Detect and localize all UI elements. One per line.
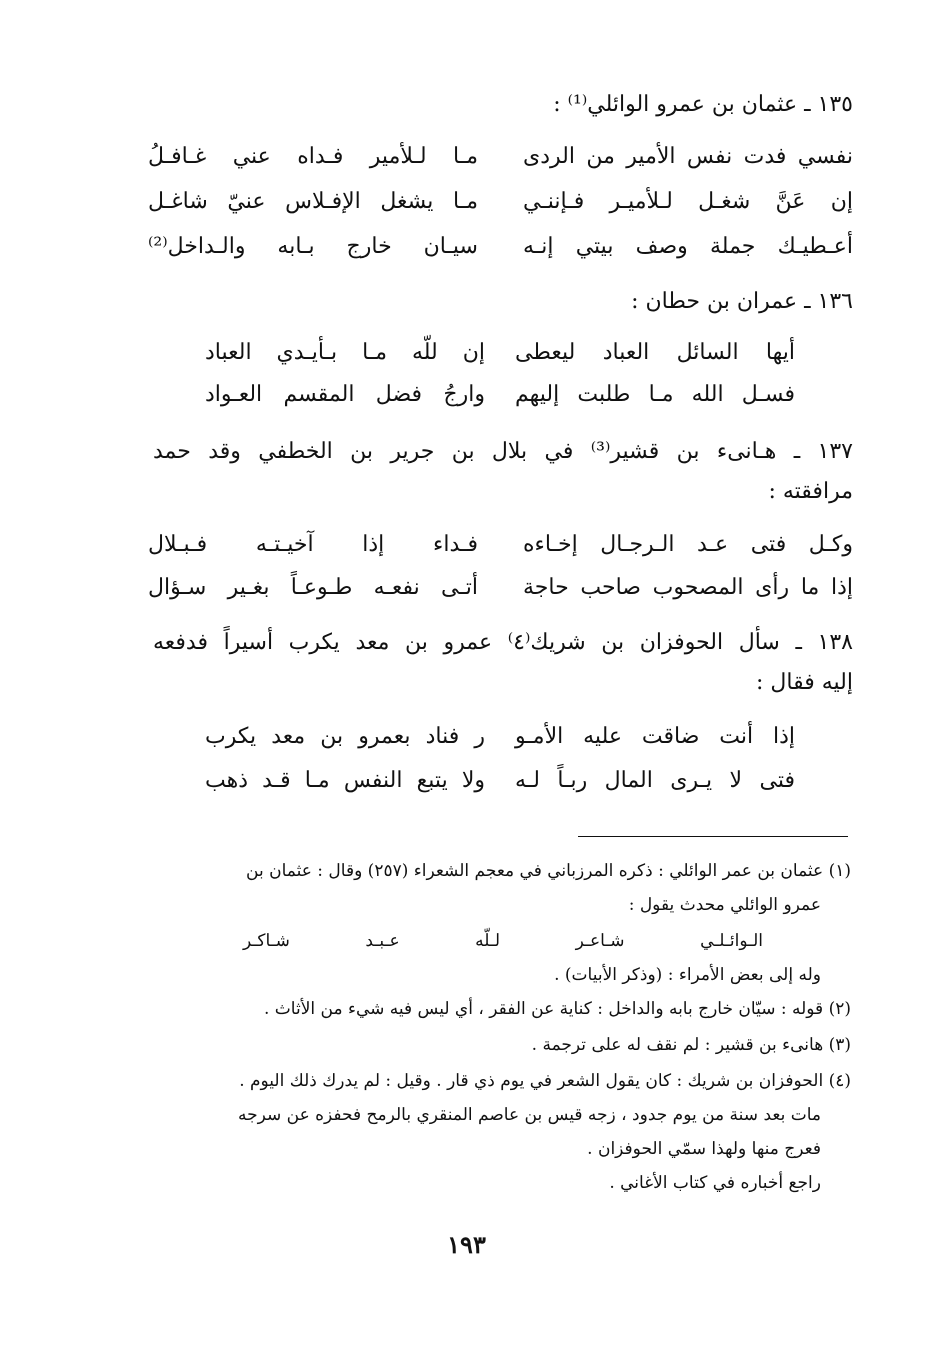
footnote-4-line-2: مات بعد سنة من يوم جدود ، زجه قيس بن عاصم المنقري بالرمح فحفزه عن سرجه xyxy=(238,1105,821,1125)
hemistich-first: أيها السائل العباد ليعطى xyxy=(515,340,795,365)
footnote-separator xyxy=(578,836,848,837)
hemistich-second: سيـان خارج بـابه والـداخل⁽²⁾ xyxy=(148,234,478,259)
entry-136-verse-1 xyxy=(205,340,795,372)
footnote-4-line-4: راجع أخباره في كتاب الأغاني . xyxy=(609,1173,821,1193)
footnote-2: (٢) قوله : سيّان خارج بابه والداخل : كناية عن الفقر ، أي ليس فيه شيء من الأثاث . xyxy=(263,999,851,1019)
footnote-1-line-2: عمرو الوائلي محدث يقول : xyxy=(628,895,821,915)
entry-138-verse-1 xyxy=(205,724,795,756)
entry-137-verse-2 xyxy=(148,575,853,607)
hemistich-second: ولا يتبع النفس مـا قـد ذهب xyxy=(205,768,485,793)
heading-line-2: إليه فقال : xyxy=(756,670,853,695)
hemistich-first: فتى لا يـرى المال ربـاً لـه xyxy=(515,768,795,793)
entry-137-verse-1 xyxy=(148,532,853,564)
hemistich-first: إن عَنَّ شغـل لـلأميـر فـإننـي xyxy=(523,189,853,214)
footnote-1-verse: الـوائـلـي شـاعـر لـلّه عـبـد شـاكـر xyxy=(243,931,763,951)
entry-137-heading xyxy=(153,437,853,507)
hemistich-first: فسـل الله مـا طلبت إليهم xyxy=(515,382,795,407)
entry-138-heading xyxy=(153,628,853,698)
entry-136-verse-2 xyxy=(205,382,795,414)
footnote-1-line-3: وله إلى بعض الأمراء : (وذكر الأبيات) . xyxy=(554,965,821,985)
heading-line-2: مرافقته : xyxy=(768,479,853,504)
hemistich-first: إذا ما رأى المصحوب صاحب حاجة xyxy=(523,575,853,600)
entry-135-verse-3 xyxy=(148,234,853,266)
heading-line-1: ١٣٨ ـ سأل الحوفزان بن شريك⁽٤⁾ عمرو بن معد يكرب أسيراً فدفعه xyxy=(153,630,853,655)
hemistich-second: مـا يشغل الإفـلاس عنيّ شاغـل xyxy=(148,189,478,214)
footnote-3: (٣) هانىء بن قشير : لم نقف له على ترجمة . xyxy=(531,1035,851,1055)
hemistich-second: أتـى نفعـه طـوعـاً بغـير سـؤال xyxy=(148,575,478,600)
entry-138-verse-2 xyxy=(205,768,795,800)
hemistich-first: وكـل فتى عـد الـرجـال إخـاءه xyxy=(523,532,853,557)
page-number: ١٩٣ xyxy=(447,1230,486,1259)
heading-line-1: ١٣٧ ـ هـانىء بن قشير⁽³⁾ في بلال بن جرير بن الخطفي وقد حمد xyxy=(153,439,853,464)
entry-135-verse-2 xyxy=(148,189,853,221)
hemistich-first: نفسي فدت نفس الأمير من الردى xyxy=(523,144,853,169)
hemistich-first: إذا أنت ضاقت عليه الأمـو xyxy=(515,724,795,749)
hemistich-second: فـداء إذا آخيـتـه فـبـلال xyxy=(148,532,478,557)
footnote-4-line-3: فعرج منها ولهذا سمّي الحوفزان . xyxy=(587,1139,821,1159)
hemistich-second: إن للّه مـا بـأيـدي العباد xyxy=(205,340,485,365)
hemistich-first: أعـطيـك جملة وصف بيتي إنـه xyxy=(523,234,853,259)
hemistich-second: ر فناد بعمرو بن معد يكرب xyxy=(205,724,485,749)
entry-135-verse-1 xyxy=(148,144,853,176)
hemistich-second: مـا لـلأمير فـداه عني غـافـلُ xyxy=(148,144,478,169)
footnote-4-line-1: (٤) الحوفزان بن شريك : كان يقول الشعر في يوم ذي قار . وقيل : لم يدرك ذلك اليوم . xyxy=(239,1071,851,1091)
entry-135-heading: ١٣٥ ـ عثمان بن عمرو الوائلي⁽¹⁾ : xyxy=(553,92,853,117)
footnote-1-line-1: (١) عثمان بن عمر الوائلي : ذكره المرزباني في معجم الشعراء (٢٥٧) وقال : عثمان بن xyxy=(246,861,851,881)
entry-136-heading: ١٣٦ ـ عمران بن حطان : xyxy=(631,289,853,314)
hemistich-second: وارجُ فضل المقسم العـواد xyxy=(205,382,485,407)
